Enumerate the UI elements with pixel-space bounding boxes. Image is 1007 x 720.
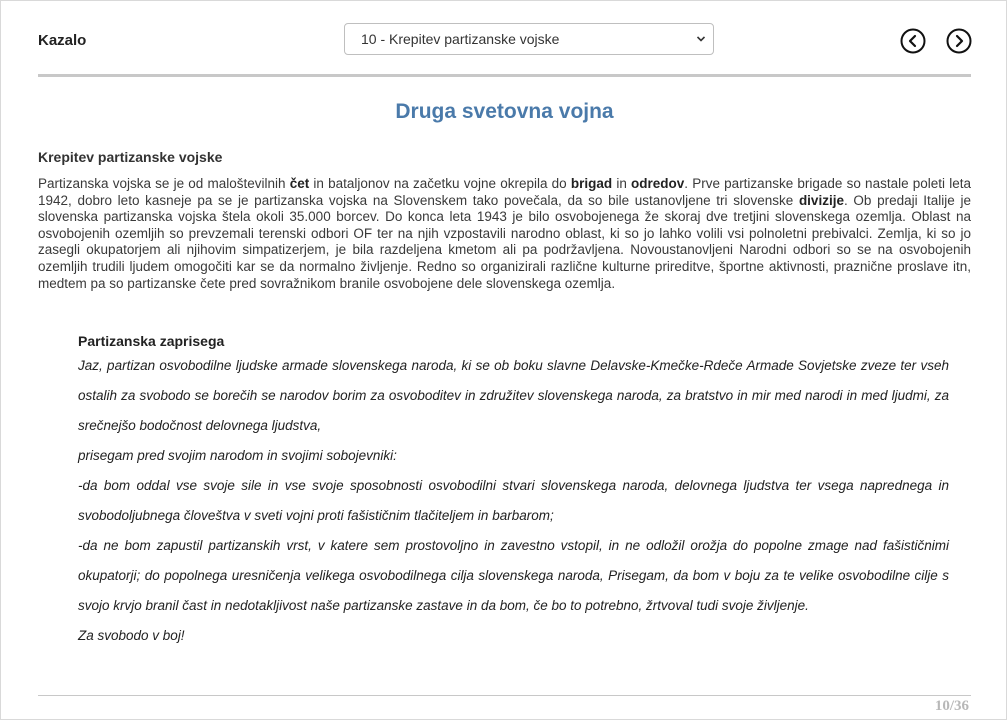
top-bar	[38, 23, 971, 59]
bold-term: čet	[289, 176, 310, 191]
paragraph-text: Partizanska vojska se je od maloštevilnih	[38, 176, 290, 191]
oath-line: prisegam pred svojim narodom in svojimi sobojevniki:	[78, 448, 397, 463]
chevron-right-circle-icon[interactable]	[946, 28, 972, 54]
oath-block	[78, 331, 949, 651]
paragraph-text: in	[612, 176, 632, 191]
oath-line: -da bom oddal vse svoje sile in vse svoje sposobnosti osvobodilni stvari slovenskega naroda, delovnega ljudstva ter vsega naprednega in svobodoljubnega človeštva v sveti vojni proti fašističnim tlačiteljem in barbarom;	[78, 478, 949, 523]
chevron-down-icon	[697, 35, 705, 43]
paragraph-text: in bataljonov na začetku vojne okrepila do	[309, 176, 571, 191]
chevron-left-circle-icon[interactable]	[900, 28, 926, 54]
oath-line: -da ne bom zapustil partizanskih vrst, v katere sem prostovoljno in zavestno vstopil, in ne odložil orožja do popolne zmage nad fašističnimi okupatorji; do popolnega uresničenja velikega osvobodilnega cilja slovenskega naroda, Prisegam, da bom v boju za te velike osvobodilne cilje s svojo krvjo branil čast in nedotakljivost naše partizanske zastave in da bom, če bo to potrebno, žrtvoval tudi svoje življenje.	[78, 538, 949, 613]
section-heading: Krepitev partizanske vojske	[38, 149, 223, 165]
paragraph-text: . Ob predaji Italije je slovenska partizanska vojska štela okoli 35.000 borcev. Do konca leta 1943 je bilo osvobojenega že skoraj dve tretjini slovenskega ozemlja. Oblast na osvobojenih ozemljih so prevzemali terenski odbori OF ter na njih vzpostavili narodno oblast, ki so jo lahko volili vsi polnoletni prebivalci. Zemlja, ki so jo zasegli okupatorjem ali njihovim simpatizerjem, je bila razdeljena kmetom ali pa podržavljena. Novoustanovljeni Narodni odbori so se na osvobojenih ozemljih trudili ljudem omogočiti kar se da normalno življenje. Redno so organizirali različne kulturne prireditve, športne aktivnosti, praznične proslave itn, medtem pa so partizanske čete pred sovražnikom branile osvobojene dele slovenskega ozemlja.	[38, 192, 972, 291]
index-link[interactable]: Kazalo	[38, 32, 87, 49]
bold-term: brigad	[570, 176, 613, 191]
body-paragraph	[38, 176, 971, 292]
oath-line: Za svobodo v boj!	[78, 628, 185, 643]
chapter-select[interactable]	[344, 23, 714, 55]
page-title: Druga svetovna vojna	[395, 100, 614, 123]
bold-term: odredov	[631, 176, 685, 191]
oath-text	[78, 351, 949, 651]
oath-title: Partizanska zaprisega	[78, 333, 225, 349]
paragraph-text: . Prve partizanske brigade so nastale poleti leta 1942, dobro leto kasneje pa se je partizanska vojska na Slovenskem tako povečala, da so bile ustanovljene tri slovenske	[38, 176, 971, 208]
chapter-select-value: 10 - Krepitev partizanske vojske	[361, 31, 560, 47]
page-indicator: 10/36	[934, 698, 969, 714]
oath-line: Jaz, partizan osvobodilne ljudske armade slovenskega naroda, ki se ob boku slavne Delavske-Kmečke-Rdeče Armade Sovjetske zveze ter vseh ostalih za svobodo se borečih se narodov borim za osvoboditev in združitev slovenskega naroda, za bratstvo in mir med narodi in med ljudmi, za srečnejšo bodočnost delovnega ljudstva,	[78, 358, 949, 433]
top-divider	[38, 74, 971, 77]
bottom-divider	[38, 695, 971, 696]
bold-term: divizije	[798, 192, 844, 208]
